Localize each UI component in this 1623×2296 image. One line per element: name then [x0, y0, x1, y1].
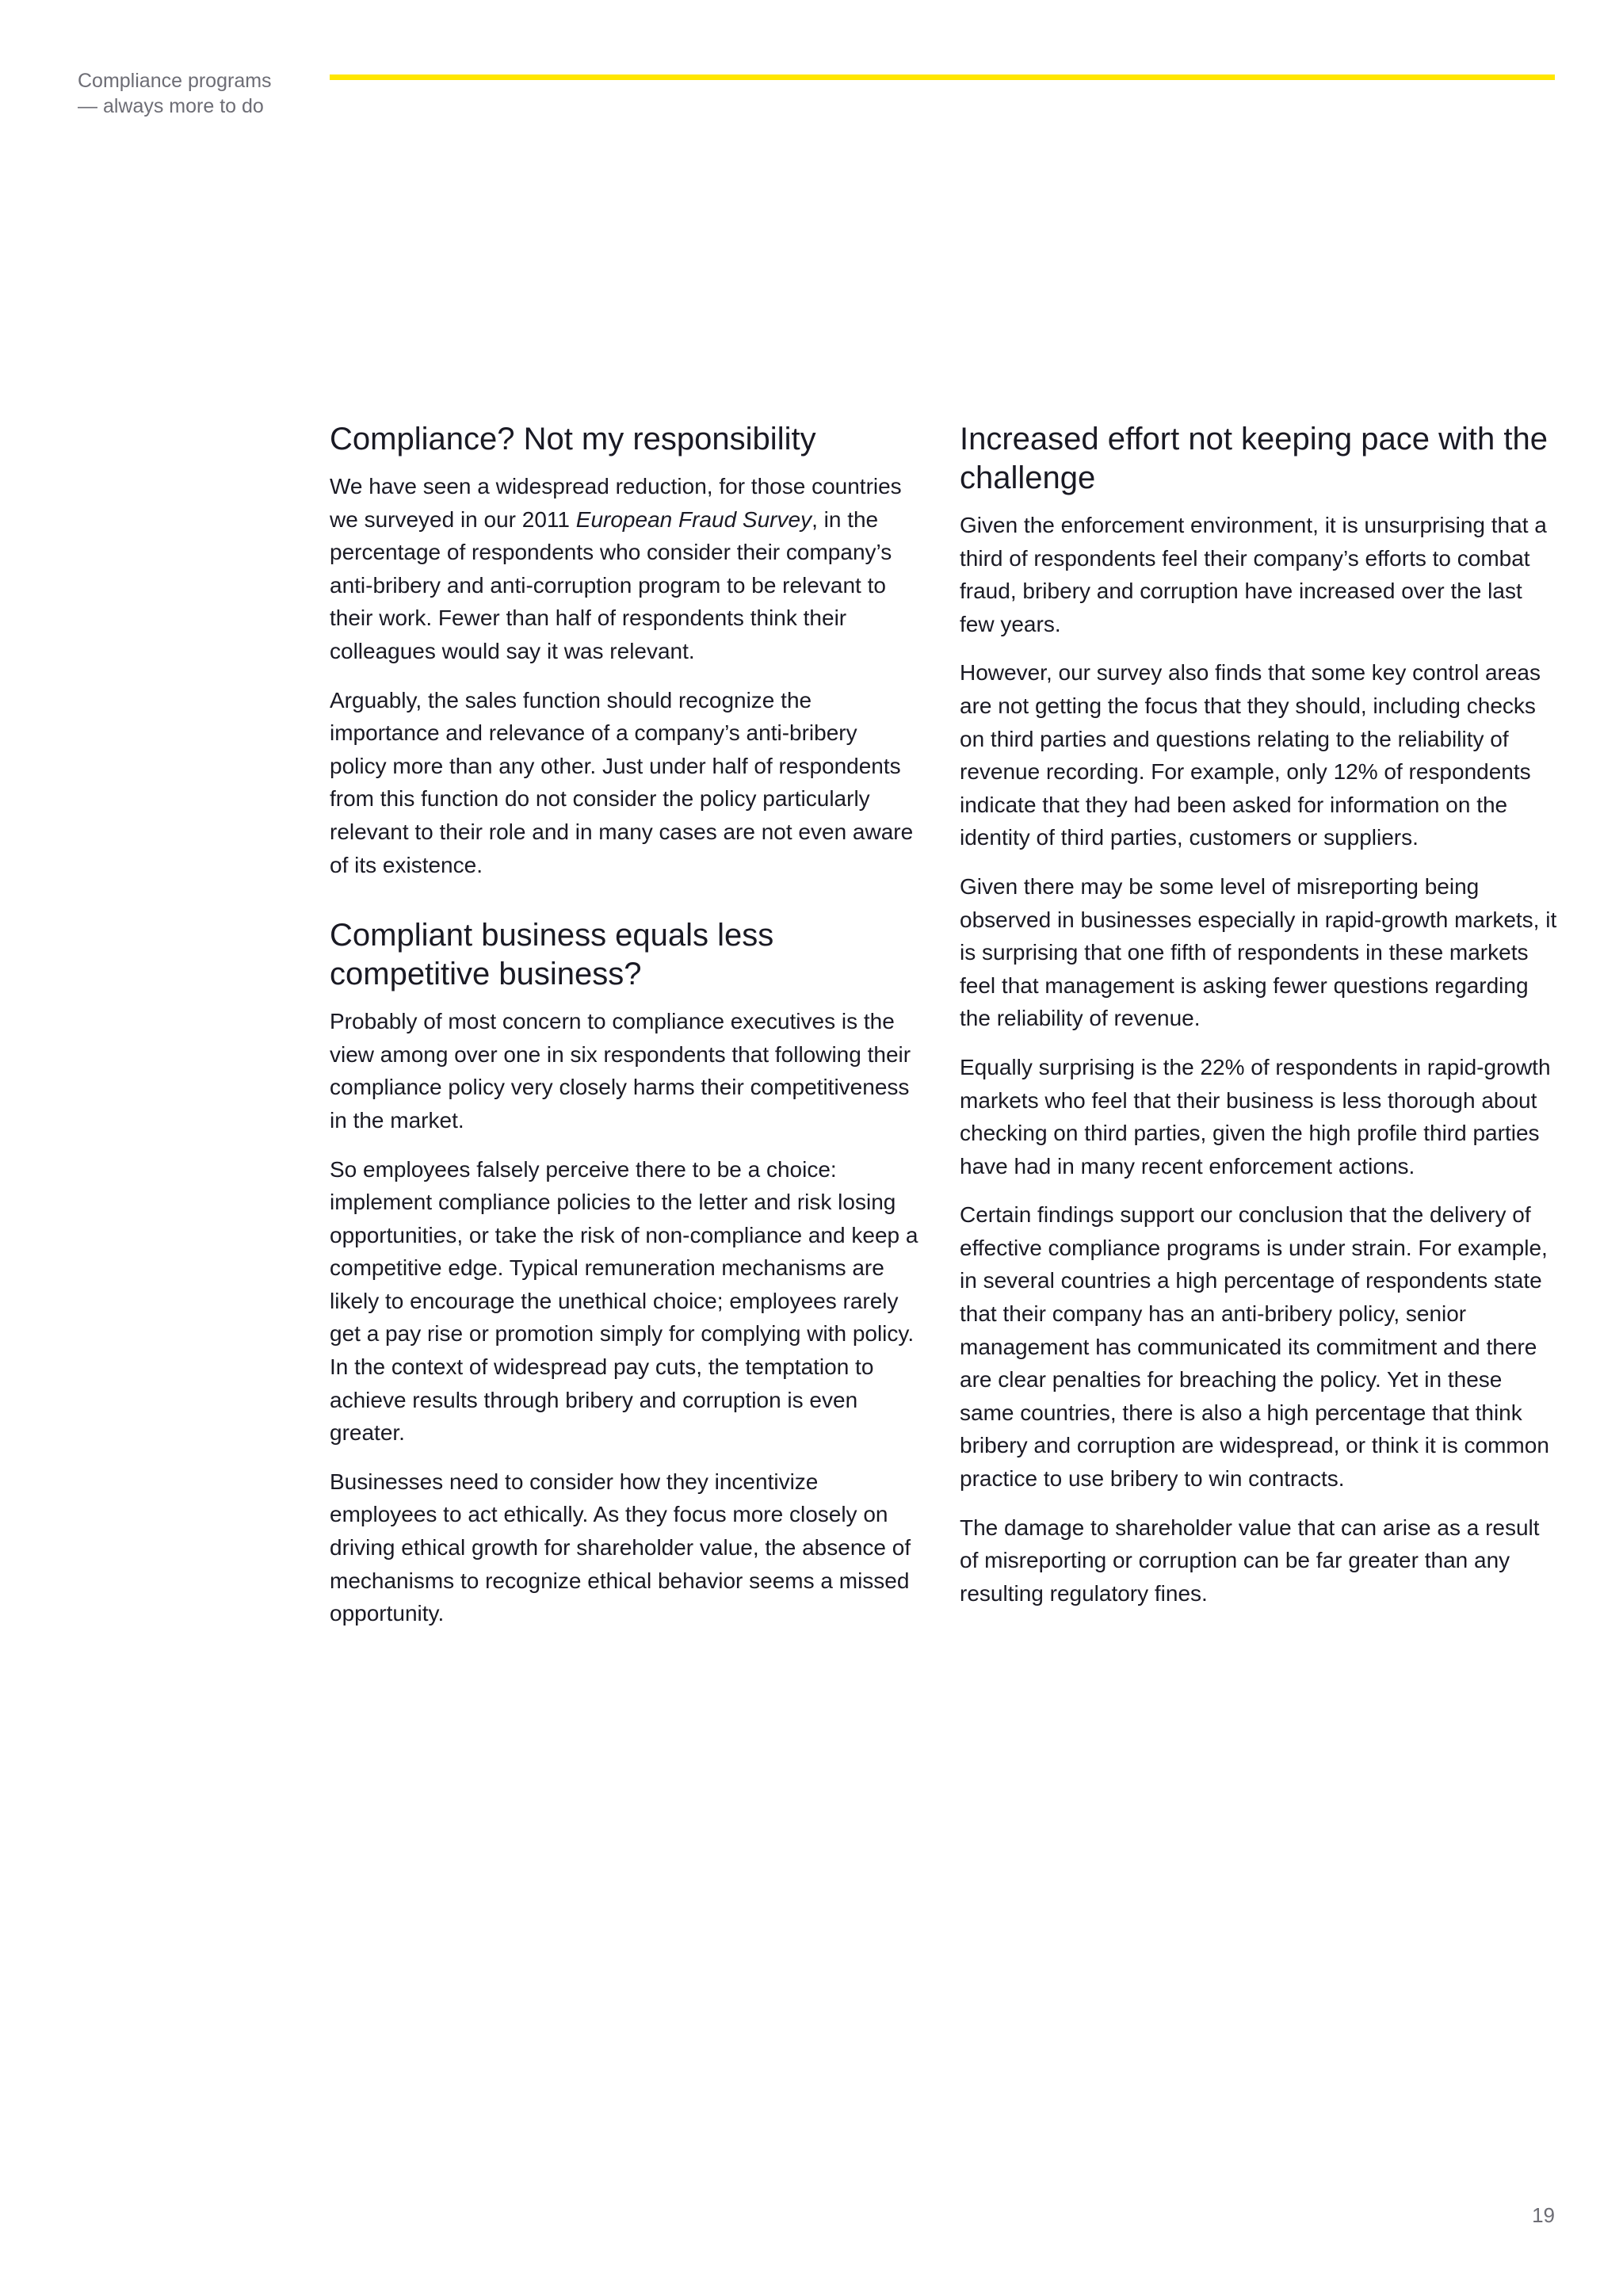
left-column [330, 420, 919, 1646]
section-heading-compliant-business: Compliant business equals less competitive business? [330, 918, 774, 992]
paragraph [330, 470, 919, 668]
running-head [78, 68, 272, 119]
paragraph: Given the enforcement environment, it is unsurprising that a third of respondents feel their company’s efforts to combat fraud, bribery and corruption have increased over the last few years. [960, 513, 1547, 636]
paragraph-text: , in the percentage of respondents who consider their company’s anti-bribery and anti-corruption program to be relevant to their work. Fewer than half of respondents think their colleagues would say it was relevant. [330, 506, 892, 663]
section-heading-compliance-responsibility: Compliance? Not my responsibility [330, 422, 816, 457]
paragraph: Given there may be some level of misreporting being observed in businesses especially in rapid-growth markets, it is surprising that one fifth of respondents in these markets feel that management is asking fewer questions regarding the reliability of revenue. [960, 873, 1557, 1031]
paragraph: So employees falsely perceive there to be a choice: implement compliance policies to the letter and risk losing opportunities, or take the risk of non-compliance and keep a competitive edge. Typical remuneration mechanisms are likely to encourage the unethical choice; employees rarely get a pay rise or promotion simply for complying with policy. In the context of widespread pay cuts, the temptation to achieve results through bribery and corruption is even greater. [330, 1156, 918, 1446]
paragraph: Businesses need to consider how they incentivize employees to act ethically. As they focus more closely on driving ethical growth for shareholder value, the absence of mechanisms to recognize ethical behavior seems a missed opportunity. [330, 1469, 911, 1626]
running-head-line-2: — always more to do [78, 95, 264, 117]
paragraph: Arguably, the sales function should recognize the importance and relevance of a company’s anti-bribery policy more than any other. Just under half of respondents from this function do not consider the policy particularly relevant to their role and in many cases are not even aware of its existence. [330, 687, 914, 877]
page-number: 19 [1532, 2203, 1555, 2227]
paragraph: Probably of most concern to compliance executives is the view among over one in six respondents that following their compliance policy very closely harms their competitiveness in the market. [330, 1009, 911, 1133]
paragraph: The damage to shareholder value that can arise as a result of misreporting or corruption can be far greater than any resulting regulatory fines. [960, 1515, 1540, 1606]
header-accent-rule [330, 74, 1555, 80]
paragraph-text: We have seen a widespread reduction, for those countries we surveyed in our 2011 [330, 474, 902, 532]
survey-title: European Fraud Survey [575, 506, 812, 532]
paragraph: However, our survey also finds that some key control areas are not getting the focus that they should, including checks on third parties and questions relating to the reliability of revenue recording. For example, only 12% of respondents indicate that they had been asked for information on the identity of third parties, customers or suppliers. [960, 660, 1541, 850]
right-column [960, 420, 1559, 1626]
running-head-line-1: Compliance programs [78, 70, 272, 92]
paragraph: Equally surprising is the 22% of respondents in rapid-growth markets who feel that their business is less thorough about checking on third parties, given the high profile third parties have had in many recent enforcement actions. [960, 1054, 1551, 1179]
paragraph: Certain findings support our conclusion that the delivery of effective compliance programs is under strain. For example, in several countries a high percentage of respondents state that their company has an anti-bribery policy, senior management has communicated its commitment and there are clear penalties for breaching the policy. Yet in these same countries, there is also a high percentage that think bribery and corruption are widespread, or think it is common practice to use bribery to win contracts. [960, 1202, 1549, 1492]
section-heading-increased-effort: Increased effort not keeping pace with the challenge [960, 422, 1548, 495]
